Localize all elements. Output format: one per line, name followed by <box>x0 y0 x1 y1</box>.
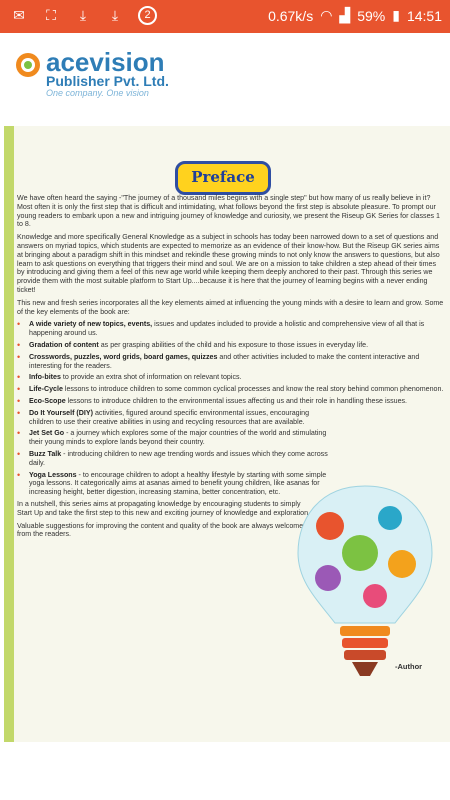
wifi-icon: ◠ <box>320 7 333 23</box>
company-name: Publisher Pvt. Ltd. <box>46 73 169 89</box>
bullet-icon: • <box>17 428 21 439</box>
preface-title: Preface <box>175 161 271 195</box>
paragraph-4: In a nutshell, this series aims at propagating knowledge by encouraging students to simply Start Up and take the first step to this new and exciting journey of knowledge and exploration. <box>17 499 310 517</box>
author-signature: -Author <box>395 662 423 671</box>
acevision-logo-icon <box>14 51 42 79</box>
notification-count-badge: 2 <box>138 6 157 25</box>
download-icon: ⤓ <box>79 7 87 23</box>
list-item: • Life-Cycle lessons to introduce children to some common cyclical processes and know the real story behind common phenomenon. <box>17 384 444 395</box>
email-icon: ✉ <box>13 7 25 23</box>
page-edge <box>4 126 14 742</box>
network-speed: 0.67k/s <box>268 7 314 24</box>
bullet-icon: • <box>17 448 21 459</box>
paragraph-1: We have often heard the saying -"The journey of a thousand miles begins with a single step" but how many of us really believe in it? Most often it is only the first step that is difficult and intimidating, what follows beyond the first step is absolute pleasure. To prompt our young readers to embark upon a new and intriguing journey of knowledge and curiosity, we present the Riseup GK Series for classes 1 to 8. <box>17 194 440 229</box>
screenshot-icon: ⛶ <box>46 7 56 23</box>
list-item: • Buzz Talk - introducing children to new age trending words and issues which they come across daily. <box>17 448 328 467</box>
bullet-icon: • <box>17 372 21 383</box>
list-item: • Crosswords, puzzles, word grids, board games, quizzes and other activities included to make the content interactive and interesting for the readers. <box>17 351 420 370</box>
list-item: • Info-bites to provide an extra shot of information on relevant topics. <box>17 372 242 383</box>
bottom-area <box>0 742 450 800</box>
tagline: One company. One vision <box>46 88 149 98</box>
brand-name: acevision <box>46 47 165 77</box>
clock: 14:51 <box>406 7 442 24</box>
system-indicators <box>268 7 442 24</box>
paragraph-5: Valuable suggestions for improving the content and quality of the book are always welcome from the readers. <box>17 521 304 539</box>
paragraph-2: Knowledge and more specifically General Knowledge as a subject in schools has today been narrowed down to a set of questions and answers on myriad topics, which students are expected to memorize as an evidence of their know-how. But the Riseup GK series aims at bringing about a paradigm shift in this mindset and rekindle these growing minds to not only know the answers to questions, but also learn to ask questions on everything that triggers their mind and soul. We are on a mission to take children a step ahead of their times by introducing and giving them a feel of this new age world while keeping them deeply anchored to their past. Through this series we provide them with the most suitable platform to Start Up....because it is here that the journey of learning begins with a never ending ticket! <box>17 233 440 294</box>
bullet-icon: • <box>17 395 21 406</box>
battery-level: 59% <box>357 7 386 24</box>
list-item: • Do It Yourself (DIY) activities, figured around specific environmental issues, encouraging children to use their creative abilities in using and recycling resources that are available. <box>17 407 310 426</box>
paragraph-3: This new and fresh series incorporates all the key elements aimed at influencing the young minds with a desire to learn and grow. Some of the key elements of the book are: <box>17 298 444 316</box>
bullet-icon: • <box>17 351 21 362</box>
bullet-icon: • <box>17 319 21 330</box>
bullet-icon: • <box>17 407 21 418</box>
signal-icon: ▟ <box>339 7 351 23</box>
list-item: • Yoga Lessons - to encourage children to adopt a healthy lifestyle by starting with some simple yoga lessons. It categorically aims at asanas aimed to benefit young children, like asanas for increasing height, better digestion, increasing stamina, better concentration, etc. <box>17 469 327 497</box>
battery-icon: ▮ <box>392 7 400 23</box>
list-item: • Gradation of content as per grasping abilities of the child and his exposure to those issues in everyday life. <box>17 339 369 350</box>
list-item: • A wide variety of new topics, events, issues and updates included to provide a holistic and comprehensive view of all that is happening around us. <box>17 319 425 338</box>
download-icon: ⤓ <box>111 7 119 23</box>
list-item: • Jet Set Go - a journey which explores some of the major countries of the world and stimulating their young minds to explore lands beyond their country. <box>17 428 327 447</box>
app-header <box>0 33 450 113</box>
notification-icons <box>10 6 157 25</box>
status-bar <box>0 0 450 33</box>
bullet-icon: • <box>17 339 21 350</box>
bullet-icon: • <box>17 469 21 480</box>
bullet-icon: • <box>17 384 21 395</box>
list-item: • Eco-Scope lessons to introduce children to the environmental issues affecting us and their role in handling these issues. <box>17 395 408 406</box>
